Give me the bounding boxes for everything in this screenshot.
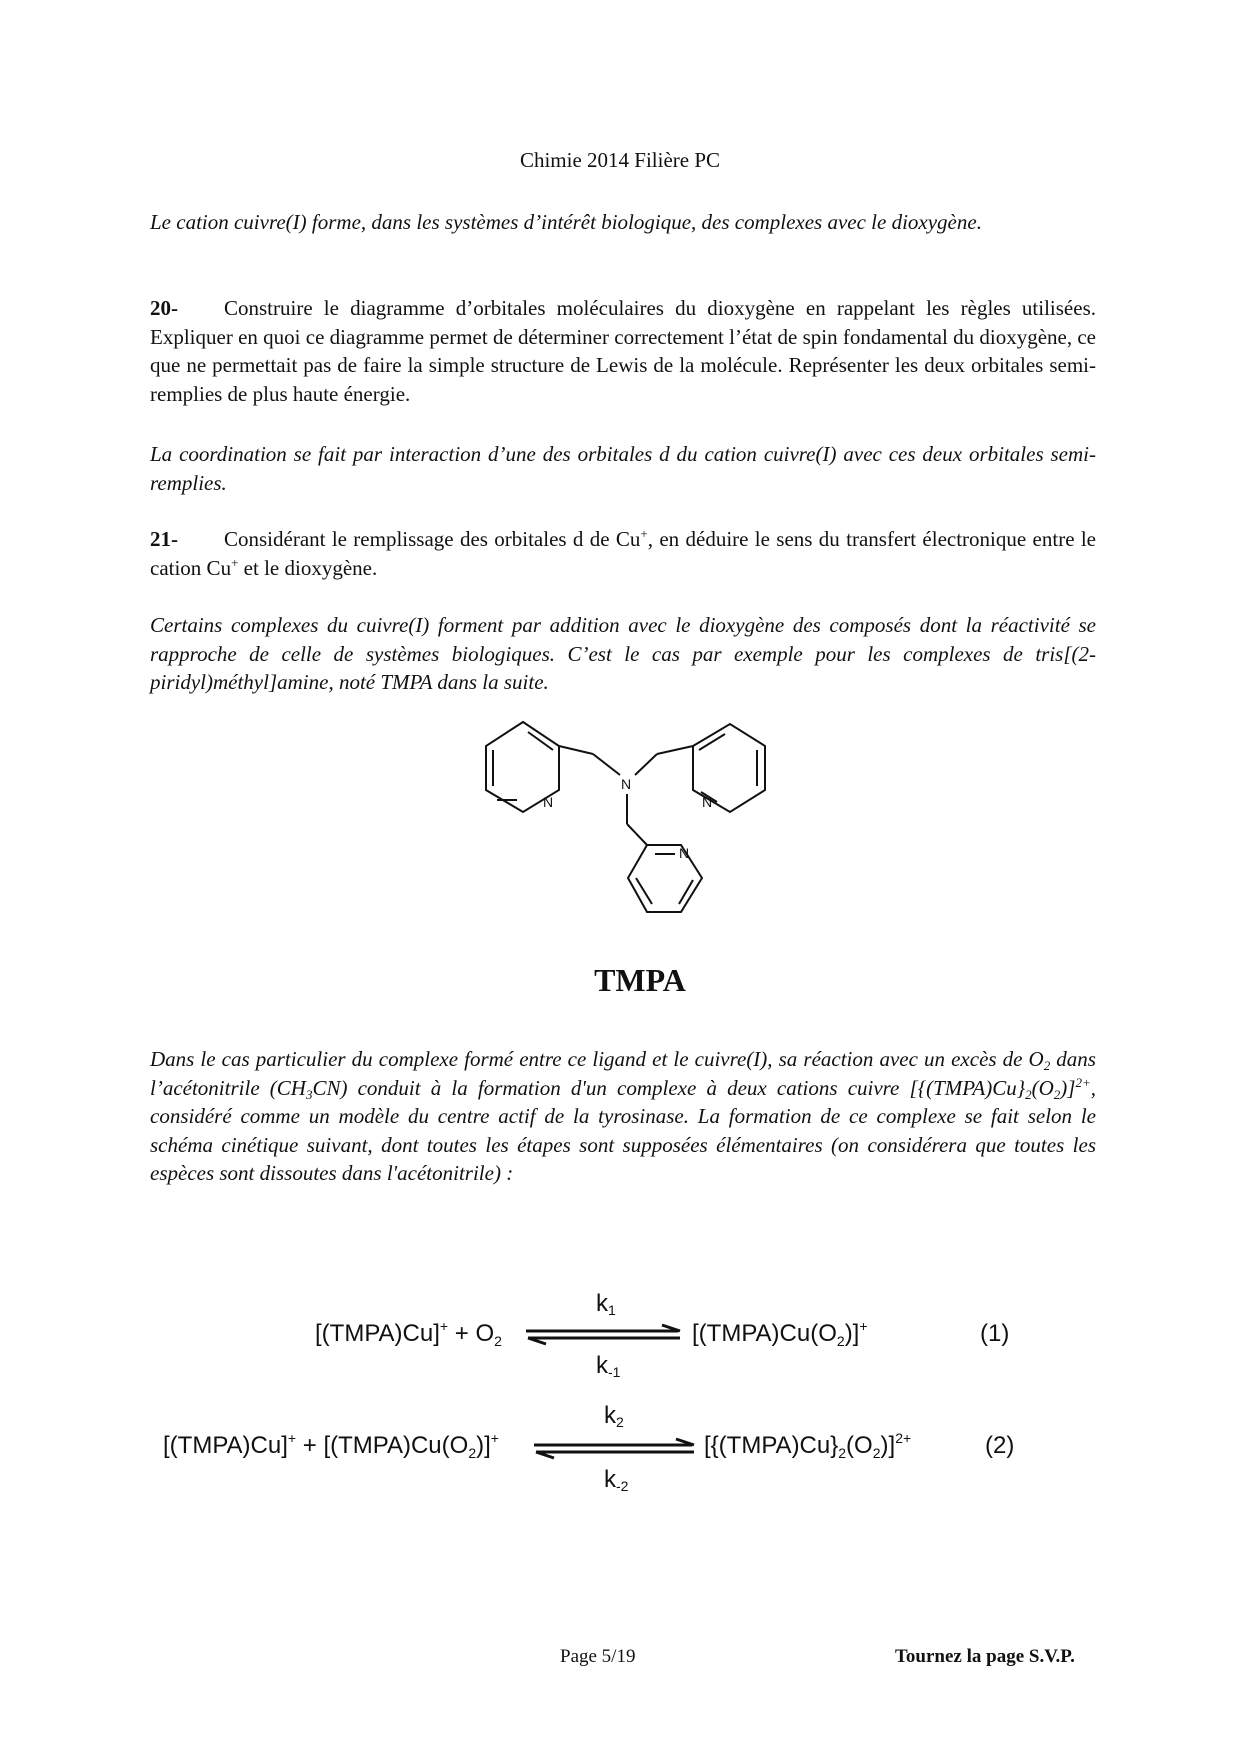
page-number: Page 5/19 xyxy=(560,1646,636,1667)
charge: + xyxy=(287,1430,297,1446)
equation-2-k-forward xyxy=(604,1402,624,1430)
question-text: Construire le diagramme d’orbitales moléculaires du dioxygène en rappelant les règles utilisées. Expliquer en quoi ce diagramme permet de déterminer correctement l’état de spin fondamental du dioxygène, ce que ne permettait pas de faire la simple structure de Lewis de la molécule. Représenter les deux orbitales semi-remplies de plus haute énergie. xyxy=(150,296,1096,406)
equation-2-number: (2) xyxy=(985,1432,1015,1459)
bottom-pyridine-ring xyxy=(628,845,702,912)
species: [{(TMPA)Cu} xyxy=(704,1432,839,1459)
species: (O xyxy=(846,1432,873,1459)
subscript: 2 xyxy=(616,1414,624,1430)
intro-paragraph: Le cation cuivre(I) forme, dans les systèmes d’intérêt biologique, des complexes avec le dioxygène. xyxy=(150,210,982,234)
question-text-part: Considérant le remplissage des orbitales d de Cu xyxy=(224,527,641,551)
subscript: -2 xyxy=(616,1478,629,1494)
equation-1-number: (1) xyxy=(980,1320,1010,1347)
species: [(TMPA)Cu] xyxy=(315,1320,440,1347)
dans-le-cas-paragraph xyxy=(150,1045,1096,1188)
coordination-paragraph: La coordination se fait par interaction d’une des orbitales d du cation cuivre(I) avec ces deux orbitales semi-remplies. xyxy=(150,442,1096,495)
question-21 xyxy=(150,525,1096,582)
charge: + xyxy=(439,1318,449,1334)
equation-2-reactants xyxy=(163,1432,499,1460)
rate-constant: k xyxy=(596,1352,608,1379)
species: [(TMPA)Cu] xyxy=(163,1432,288,1459)
species: [(TMPA)Cu(O xyxy=(692,1320,837,1347)
bond xyxy=(559,746,593,754)
question-20 xyxy=(150,294,1096,408)
page-header-title: Chimie 2014 Filière PC xyxy=(519,148,721,172)
species: )] xyxy=(476,1432,491,1459)
subscript: 1 xyxy=(608,1302,616,1318)
bond xyxy=(627,824,647,845)
superscript: + xyxy=(640,526,648,541)
atom-n-bottom: N xyxy=(679,845,690,861)
equation-2-k-backward xyxy=(604,1466,628,1494)
text-part: CN) conduit à la formation d'un complexe à deux cations cuivre [{(TMPA)Cu} xyxy=(312,1075,1026,1100)
question-text-part: , en déduire le sens du transfert électronique entre le cation Cu xyxy=(150,527,1096,580)
double-bond xyxy=(699,734,725,750)
species: O xyxy=(475,1320,495,1347)
rate-constant: k xyxy=(604,1402,616,1429)
atom-n-left: N xyxy=(543,794,554,810)
atom-n-central: N xyxy=(621,776,632,792)
species: [(TMPA)Cu(O xyxy=(323,1432,469,1459)
charge: + xyxy=(859,1318,868,1334)
plus-sign: + xyxy=(296,1432,324,1459)
text-part: )] xyxy=(1060,1075,1076,1100)
species: )] xyxy=(880,1432,896,1459)
tmpa-label: TMPA xyxy=(594,962,686,998)
charge: + xyxy=(490,1430,499,1446)
plus-sign: + xyxy=(448,1320,476,1347)
subscript: 2 xyxy=(1025,1086,1032,1102)
double-bond xyxy=(679,880,693,904)
subscript: 2 xyxy=(1053,1086,1061,1102)
turn-page-note: Tournez la page S.V.P. xyxy=(895,1646,1075,1667)
subscript: -1 xyxy=(608,1364,621,1380)
subscript: 2 xyxy=(872,1445,881,1461)
equation-1-equilibrium-arrows xyxy=(524,1322,684,1348)
superscript: 2+ xyxy=(1075,1074,1091,1090)
text-part: dans l’acétonitrile (CH xyxy=(150,1047,1096,1100)
subscript: 3 xyxy=(305,1086,313,1102)
question-number: 20- xyxy=(150,296,178,320)
equation-2-product xyxy=(704,1432,911,1460)
subscript: 2 xyxy=(838,1445,847,1461)
rate-constant: k xyxy=(604,1466,616,1493)
text-part: (O xyxy=(1031,1075,1054,1100)
subscript: 2 xyxy=(468,1445,477,1461)
question-number: 21- xyxy=(150,527,178,551)
text-part: Dans le cas particulier du complexe formé entre ce ligand et le cuivre(I), sa réaction avec un excès de O xyxy=(150,1047,1044,1071)
atom-n-right: N xyxy=(702,794,713,810)
bond xyxy=(593,754,620,775)
text-part: , considéré comme un modèle du centre actif de la tyrosinase. La formation de ce complexe se fait selon le schéma cinétique suivant, dont toutes les étapes sont supposées élémentaires (on considérera que toutes les espèces sont dissoutes dans l'acétonitrile) : xyxy=(150,1075,1096,1185)
bond xyxy=(657,746,693,754)
equation-1-k-forward xyxy=(596,1290,616,1318)
bond xyxy=(635,754,657,775)
equation-1-product xyxy=(692,1320,868,1348)
subscript: 2 xyxy=(836,1333,845,1349)
double-bond xyxy=(636,878,652,904)
superscript: + xyxy=(231,554,239,570)
equation-1-reactants xyxy=(315,1320,502,1348)
certains-paragraph: Certains complexes du cuivre(I) forment par addition avec le dioxygène des composés dont la réactivité se rapproche de celle de systèmes biologiques. C’est le cas par exemple pour les complexes de tris[(2-piridyl)méthyl]amine, noté TMPA dans la suite. xyxy=(150,613,1096,694)
rate-constant: k xyxy=(596,1290,608,1317)
subscript: 2 xyxy=(1043,1058,1051,1073)
charge: 2+ xyxy=(895,1430,912,1446)
species: )] xyxy=(844,1320,860,1347)
question-text-part: et le dioxygène. xyxy=(238,555,378,580)
tmpa-structure-diagram xyxy=(455,720,785,945)
subscript: 2 xyxy=(494,1333,502,1349)
equation-1-k-backward xyxy=(596,1352,620,1380)
equation-2-equilibrium-arrows xyxy=(532,1436,697,1462)
